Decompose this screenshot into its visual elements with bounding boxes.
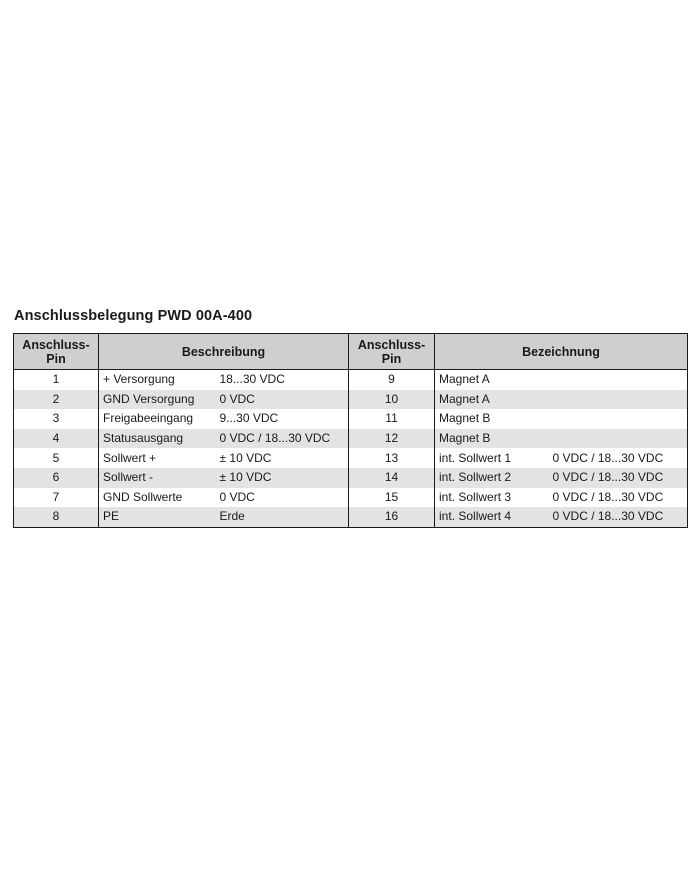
table-row xyxy=(14,507,688,527)
pin-number: 3 xyxy=(14,409,99,429)
pin-number: 10 xyxy=(349,390,435,410)
signal-value: 9...30 VDC xyxy=(216,409,349,429)
signal-value: 0 VDC / 18...30 VDC xyxy=(216,429,349,449)
signal-name: Magnet A xyxy=(435,390,549,410)
header-pin-left-line2: Pin xyxy=(46,351,66,366)
pin-assignment-table xyxy=(13,333,688,528)
table-row xyxy=(14,468,688,488)
pin-number: 14 xyxy=(349,468,435,488)
signal-name: Freigabeeingang xyxy=(103,411,194,426)
signal-name: Magnet A xyxy=(439,372,490,387)
signal-value: 0 VDC / 18...30 VDC xyxy=(549,468,688,488)
signal-value: 0 VDC / 18...30 VDC xyxy=(549,488,688,508)
signal-name: GND Sollwerte xyxy=(103,489,183,504)
pin-number: 13 xyxy=(349,448,435,468)
pin-number: 9 xyxy=(349,370,435,390)
table-row xyxy=(14,448,688,468)
header-pin-right xyxy=(349,334,435,370)
header-pin-left xyxy=(14,334,99,370)
signal-name: Magnet B xyxy=(439,411,491,426)
signal-value: 0 VDC xyxy=(216,390,349,410)
pin-number: 4 xyxy=(14,429,99,449)
signal-name: Sollwert + xyxy=(103,450,157,465)
table-row xyxy=(14,429,688,449)
table-header-row xyxy=(14,334,688,370)
pin-number: 1 xyxy=(14,370,99,390)
pin-number: 15 xyxy=(349,488,435,508)
document-title: Anschlussbelegung PWD 00A-400 xyxy=(14,308,253,324)
pin-number: 16 xyxy=(349,507,435,527)
pin-number: 7 xyxy=(14,488,99,508)
header-designation: Bezeichnung xyxy=(435,334,688,370)
signal-name: + Versorgung xyxy=(103,372,175,387)
header-pin-right-line2: Pin xyxy=(381,351,402,366)
signal-value: Erde xyxy=(216,507,349,527)
signal-name: int. Sollwert 3 xyxy=(439,489,512,504)
signal-value: 18...30 VDC xyxy=(216,370,349,390)
signal-name: Magnet B xyxy=(435,429,549,449)
signal-value xyxy=(549,429,688,449)
table-row xyxy=(14,488,688,508)
table-row xyxy=(14,409,688,429)
signal-name: int. Sollwert 4 xyxy=(435,507,549,527)
signal-name: PE xyxy=(99,507,216,527)
signal-value: 0 VDC / 18...30 VDC xyxy=(549,448,688,468)
signal-value xyxy=(549,390,688,410)
pin-number: 8 xyxy=(14,507,99,527)
signal-value: ± 10 VDC xyxy=(216,468,349,488)
pin-number: 12 xyxy=(349,429,435,449)
signal-value xyxy=(549,370,688,390)
header-pin-left-line1: Anschluss- xyxy=(22,337,90,352)
header-description: Beschreibung xyxy=(99,334,349,370)
signal-value: 0 VDC / 18...30 VDC xyxy=(549,507,688,527)
signal-name: GND Versorgung xyxy=(99,390,216,410)
signal-name: Statusausgang xyxy=(99,429,216,449)
signal-name: int. Sollwert 2 xyxy=(435,468,549,488)
signal-value xyxy=(549,409,688,429)
pin-number: 11 xyxy=(349,409,435,429)
signal-name: Sollwert - xyxy=(99,468,216,488)
table-row xyxy=(14,370,688,390)
pin-number: 6 xyxy=(14,468,99,488)
signal-name: int. Sollwert 1 xyxy=(439,450,512,465)
signal-value: 0 VDC xyxy=(216,488,349,508)
signal-value: ± 10 VDC xyxy=(216,448,349,468)
pin-number: 2 xyxy=(14,390,99,410)
pin-number: 5 xyxy=(14,448,99,468)
header-pin-right-line1: Anschluss- xyxy=(357,337,426,352)
table-row xyxy=(14,390,688,410)
